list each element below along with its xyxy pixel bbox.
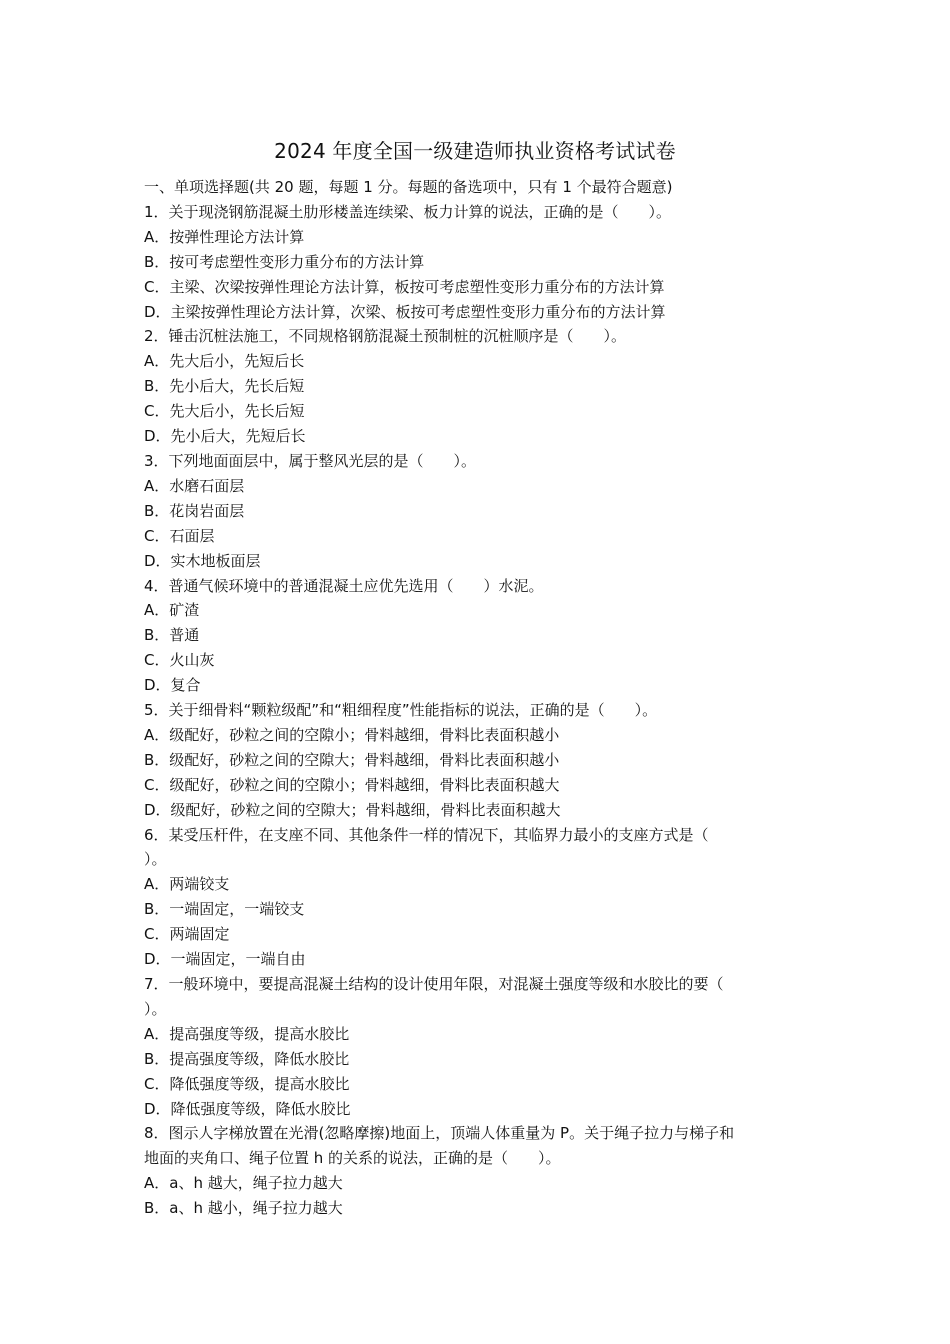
option-b: B．先小后大，先长后短 (144, 377, 305, 396)
option-b: B．级配好，砂粒之间的空隙大；骨料越细，骨料比表面积越小 (144, 750, 560, 769)
question-stem: 1．关于现浇钢筋混凝土肋形楼盖连续梁、板力计算的说法，正确的是（ ）。 (144, 202, 672, 221)
option-a: A．先大后小，先短后长 (144, 352, 305, 371)
document-title: 2024 年度全国一级建造师执业资格考试试卷 (274, 139, 676, 163)
option-c: C．两端固定 (144, 925, 230, 944)
option-c: C．先大后小，先长后短 (144, 402, 305, 421)
option-a: A．提高强度等级，提高水胶比 (144, 1024, 350, 1043)
question-4 (144, 574, 808, 699)
question-stem-continued: ）。 (144, 999, 167, 1018)
option-b: B．提高强度等级，降低水胶比 (144, 1049, 350, 1068)
option-b: B．花岗岩面层 (144, 501, 245, 520)
question-stem-continued: 地面的夹角口、绳子位置 h 的关系的说法，正确的是（ ）。 (144, 1149, 561, 1168)
option-c: C．石面层 (144, 526, 215, 545)
question-5 (144, 698, 808, 823)
option-d: D．级配好，砂粒之间的空隙大；骨料越细，骨料比表面积越大 (144, 800, 561, 819)
question-stem: 5．关于细骨料“颗粒级配”和“粗细程度”性能指标的说法，正确的是（ ）。 (144, 701, 658, 720)
question-stem-continued: ）。 (144, 850, 167, 869)
option-a: A．水磨石面层 (144, 476, 245, 495)
question-6 (144, 823, 808, 972)
question-stem: 4．普通气候环境中的普通混凝土应优先选用（ ）水泥。 (144, 576, 544, 595)
question-stem: 6．某受压杆件，在支座不同、其他条件一样的情况下，其临界力最小的支座方式是（ (144, 825, 709, 844)
option-d: D．复合 (144, 676, 201, 695)
option-d: D．降低强度等级，降低水胶比 (144, 1099, 351, 1118)
option-d: D．先小后大，先短后长 (144, 427, 306, 446)
question-7 (144, 972, 808, 1121)
option-a: A．a、h 越大，绳子拉力越大 (144, 1174, 343, 1193)
option-b: B．一端固定，一端铰支 (144, 900, 305, 919)
document-body (144, 175, 808, 1221)
option-a: A．按弹性理论方法计算 (144, 227, 305, 246)
option-a: A．矿渣 (144, 601, 200, 620)
question-stem: 7．一般环境中，要提高混凝土结构的设计使用年限，对混凝土强度等级和水胶比的要（ (144, 975, 724, 993)
option-a: A．级配好，砂粒之间的空隙小；骨料越细，骨料比表面积越小 (144, 725, 560, 744)
question-stem: 3．下列地面面层中，属于整风光层的是（ ）。 (144, 451, 477, 470)
question-3 (144, 449, 808, 574)
option-d: D．主梁按弹性理论方法计算，次梁、板按可考虑塑性变形力重分布的方法计算 (144, 302, 666, 321)
question-8 (144, 1121, 808, 1221)
option-b: B．按可考虑塑性变形力重分布的方法计算 (144, 252, 425, 271)
option-a: A．两端铰支 (144, 875, 230, 894)
option-c: C．火山灰 (144, 651, 215, 670)
question-stem: 8．图示人字梯放置在光滑(忽略摩擦)地面上，顶端人体重量为 P。关于绳子拉力与梯子和 (144, 1124, 735, 1143)
question-2 (144, 324, 808, 449)
option-b: B．普通 (144, 626, 200, 645)
option-c: C．主梁、次梁按弹性理论方法计算，板按可考虑塑性变形力重分布的方法计算 (144, 277, 665, 296)
option-d: D．一端固定，一端自由 (144, 950, 306, 969)
option-b: B．a、h 越小，绳子拉力越大 (144, 1199, 343, 1218)
question-1 (144, 200, 808, 325)
option-d: D．实木地板面层 (144, 551, 261, 570)
section-heading: 一、单项选择题(共 20 题，每题 1 分。每题的备选项中，只有 1 个最符合题意) (144, 178, 673, 196)
option-c: C．降低强度等级，提高水胶比 (144, 1074, 350, 1093)
option-c: C．级配好，砂粒之间的空隙小；骨料越细，骨料比表面积越大 (144, 775, 560, 794)
question-stem: 2．锤击沉桩法施工，不同规格钢筋混凝土预制桩的沉桩顺序是（ ）。 (144, 327, 627, 346)
